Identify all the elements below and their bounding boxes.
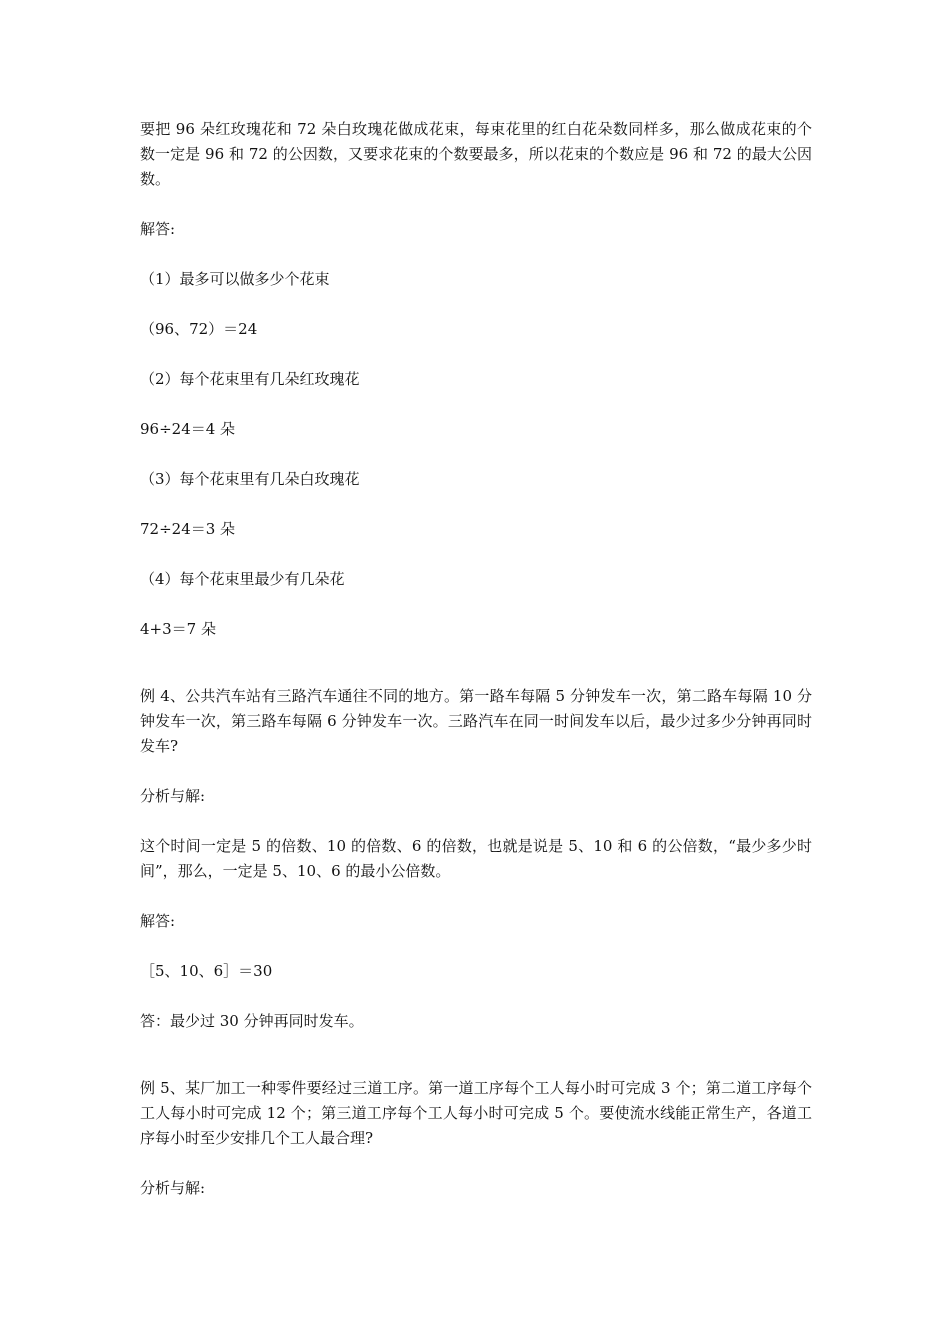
example-5-problem: 例 5、某厂加工一种零件要经过三道工序。第一道工序每个工人每小时可完成 3 个；第二道工序每个工人每小时可完成 12 个；第三道工序每个工人每小时可完成 5 个。要使流水线能正常生产，各道工序每小时至少安排几个工人最合理? [140,1079,812,1147]
step-3-equation: 72÷24＝3 朵 [140,520,236,538]
step-2-equation: 96÷24＝4 朵 [140,420,236,438]
step-4-equation: 4+3＝7 朵 [140,620,216,638]
example-4-analysis-heading: 分析与解: [140,787,206,805]
step-1-equation: （96、72）＝24 [140,320,258,338]
answer-heading: 解答: [140,220,176,238]
step-4-question: （4）每个花束里最少有几朵花 [140,570,345,588]
example-5-analysis-heading: 分析与解: [140,1179,206,1197]
document-body [140,117,812,1201]
step-1-question: （1）最多可以做多少个花束 [140,270,330,288]
example-4-problem: 例 4、公共汽车站有三路汽车通往不同的地方。第一路车每隔 5 分钟发车一次，第二路车每隔 10 分钟发车一次，第三路车每隔 6 分钟发车一次。三路汽车在同一时间发车以后，最少过多少分钟再同时发车? [140,687,812,755]
example-4-equation: ［5、10、6］＝30 [140,962,273,980]
step-3-question: （3）每个花束里有几朵白玫瑰花 [140,470,360,488]
example-4-answer-heading: 解答: [140,912,176,930]
step-2-question: （2）每个花束里有几朵红玫瑰花 [140,370,360,388]
analysis-paragraph: 要把 96 朵红玫瑰花和 72 朵白玫瑰花做成花束，每束花里的红白花朵数同样多，那么做成花束的个数一定是 96 和 72 的公因数，又要求花束的个数要最多，所以花束的个数应是 96 和 72 的最大公因数。 [140,120,812,188]
example-4-answer: 答：最少过 30 分钟再同时发车。 [140,1012,364,1030]
example-4-analysis: 这个时间一定是 5 的倍数、10 的倍数、6 的倍数，也就是说是 5、10 和 6 的公倍数，“最少多少时间”，那么，一定是 5、10、6 的最小公倍数。 [140,837,812,880]
